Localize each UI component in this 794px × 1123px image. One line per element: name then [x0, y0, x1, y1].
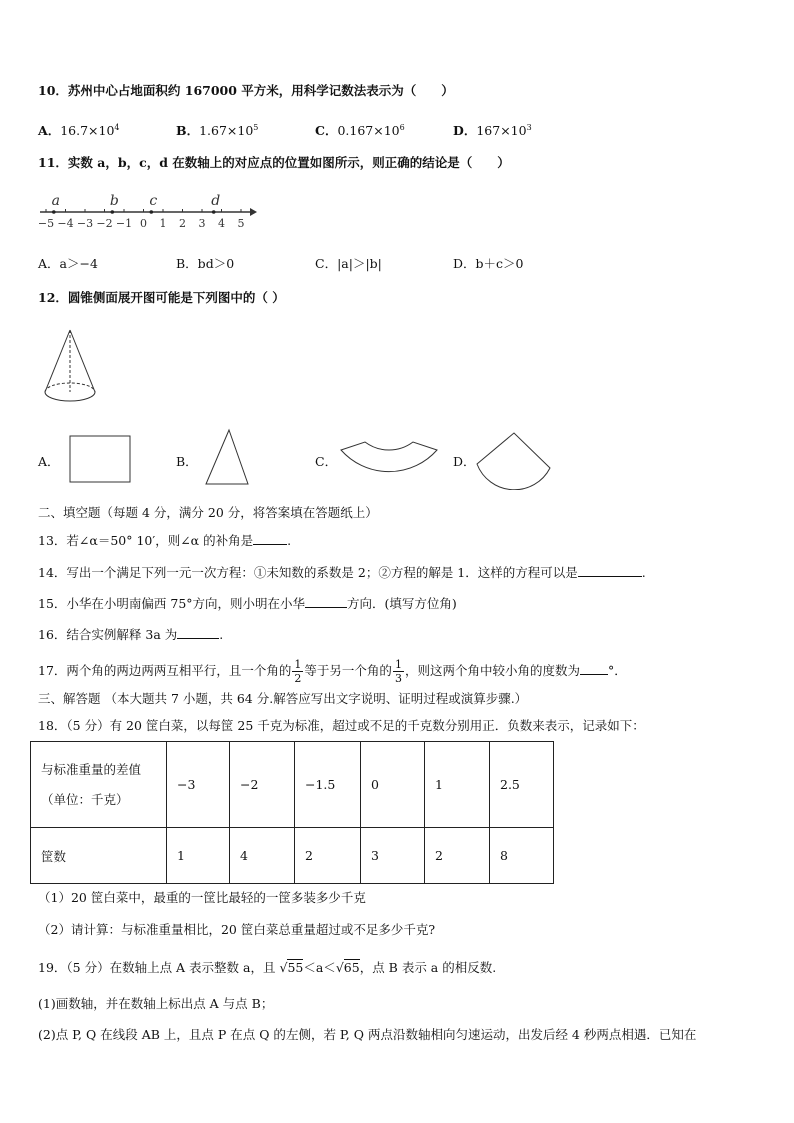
q18-table: [30, 741, 554, 884]
sqrt-65: √65: [335, 960, 360, 975]
sector-figure: [474, 430, 554, 490]
tick-label: 2: [179, 217, 186, 230]
q14-blank: [578, 564, 642, 577]
q10-stem: 10．苏州中心占地面积约 167000 平方米，用科学记数法表示为（ ）: [38, 83, 454, 98]
table-cell: 8: [490, 828, 554, 884]
number-line-arrow: [250, 208, 257, 216]
q18-sub1: （1）20 筐白菜中，最重的一筐比最轻的一筐多装多少千克: [38, 890, 366, 905]
q11-stem: 11．实数 a，b，c，d 在数轴上的对应点的位置如图所示，则正确的结论是（ ）: [38, 155, 510, 170]
q12-option-d-label: D．: [453, 454, 476, 469]
q11-number-line: [36, 188, 258, 236]
tick-label: 5: [237, 217, 245, 230]
q10-option-b: B．$1.67\times 10^5$: [176, 123, 259, 139]
q12-stem: 12．圆锥侧面展开图可能是下列图中的（ ）: [38, 290, 285, 305]
q19-stem: 19．（5 分）在数轴上点 A 表示整数 a，且 √55＜a＜√65，点 B 表示 a 的相反数.: [38, 960, 497, 975]
table-cell: 2: [295, 828, 361, 884]
table-header-cell: 筐数: [31, 828, 167, 884]
point-label-d: d: [211, 193, 221, 209]
q13: 13．若∠α＝50° 10′，则∠α 的补角是 .: [38, 533, 292, 548]
tick-label: −3: [76, 217, 94, 230]
q14: 14．写出一个满足下列一元一次方程：①未知数的系数是 2；②方程的解是 1．这样的方程可以是 .: [38, 565, 646, 580]
cone-figure: [40, 326, 102, 410]
section2-heading: 二、填空题（每题 4 分，满分 20 分，将答案填在答题纸上）: [38, 505, 378, 520]
q18-sub2: （2）请计算：与标准重量相比，20 筐白菜总重量超过或不足多少千克?: [38, 922, 436, 937]
q18-stem: 18．（5 分）有 20 筐白菜，以每筐 25 千克为标准，超过或不足的千克数分别用正．负数来表示，记录如下：: [38, 718, 645, 733]
q16: 16．结合实例解释 3a 为 .: [38, 627, 224, 642]
annular-sector-figure: [338, 436, 442, 488]
table-cell: −1.5: [295, 742, 361, 828]
table-row: [31, 742, 554, 828]
table-header-cell: 与标准重量的差值 （单位：千克）: [31, 742, 167, 828]
tick-label: −5: [37, 217, 55, 230]
q11-option-c: C．|a|＞|b|: [315, 256, 382, 271]
table-cell: 3: [361, 828, 425, 884]
sqrt-55: √55: [279, 960, 304, 975]
q10-option-a: A．$16.7\times 10^4$: [38, 123, 120, 139]
q17-blank: [580, 662, 608, 675]
tick-label: 0: [140, 217, 147, 230]
table-cell: 2: [425, 828, 490, 884]
point-label-a: a: [51, 193, 60, 209]
table-cell: 1: [425, 742, 490, 828]
point-d: [212, 210, 216, 214]
tick-label: −4: [57, 217, 74, 230]
section3-heading: 三、解答题 （本大题共 7 小题，共 64 分.解答应写出文字说明、证明过程或演算步骤.）: [38, 691, 528, 706]
point-label-b: b: [109, 193, 119, 209]
q17: 17．两个角的两边两两互相平行，且一个角的 $\frac{1}{2}$ 等于另一个角的 $\frac{1}{3}$ ，则这两个角中较小角的度数为 °．: [38, 658, 627, 685]
q10-option-c: C．$0.167\times 10^6$: [315, 123, 405, 139]
q11-option-a: A．a＞−4: [38, 256, 98, 271]
q15-blank: [305, 595, 347, 608]
q12-option-c-label: C．: [315, 454, 338, 469]
point-a: [52, 210, 56, 214]
q19-sub1: (1)画数轴，并在数轴上标出点 A 与点 B；: [38, 996, 274, 1011]
tick-label: 1: [159, 217, 167, 230]
table-cell: 2.5: [490, 742, 554, 828]
q13-blank: [253, 532, 287, 545]
q12-option-b-label: B．: [176, 454, 198, 469]
q15: 15．小华在小明南偏西 75°方向，则小明在小华 方向．(填写方位角): [38, 596, 457, 611]
q11-option-b: B．bd＞0: [176, 256, 235, 271]
tick-label: −2: [96, 217, 113, 230]
table-cell: 4: [230, 828, 295, 884]
point-label-c: c: [149, 193, 158, 209]
tick-label: 4: [218, 217, 225, 230]
triangle-figure: [202, 428, 252, 488]
tick-label: 3: [198, 217, 206, 230]
point-c: [150, 210, 154, 214]
tick-label: −1: [115, 217, 133, 230]
table-cell: −3: [167, 742, 230, 828]
point-b: [111, 210, 115, 214]
q17-fraction-half: $\frac{1}{2}$: [294, 658, 302, 685]
table-row: [31, 828, 554, 884]
q16-blank: [177, 626, 219, 639]
q10-option-d: D．$167\times 10^3$: [453, 123, 532, 139]
q12-option-a-label: A．: [38, 454, 60, 469]
q17-fraction-third: $\frac{1}{3}$: [394, 658, 402, 685]
table-cell: 1: [167, 828, 230, 884]
table-cell: −2: [230, 742, 295, 828]
rectangle-figure: [68, 434, 134, 486]
q11-option-d: D．b＋c＞0: [453, 256, 524, 271]
table-cell: 0: [361, 742, 425, 828]
q19-sub2: (2)点 P, Q 在线段 AB 上，且点 P 在点 Q 的左侧，若 P, Q 两点沿数轴相向匀速运动，出发后经 4 秒两点相遇．已知在: [38, 1027, 697, 1042]
